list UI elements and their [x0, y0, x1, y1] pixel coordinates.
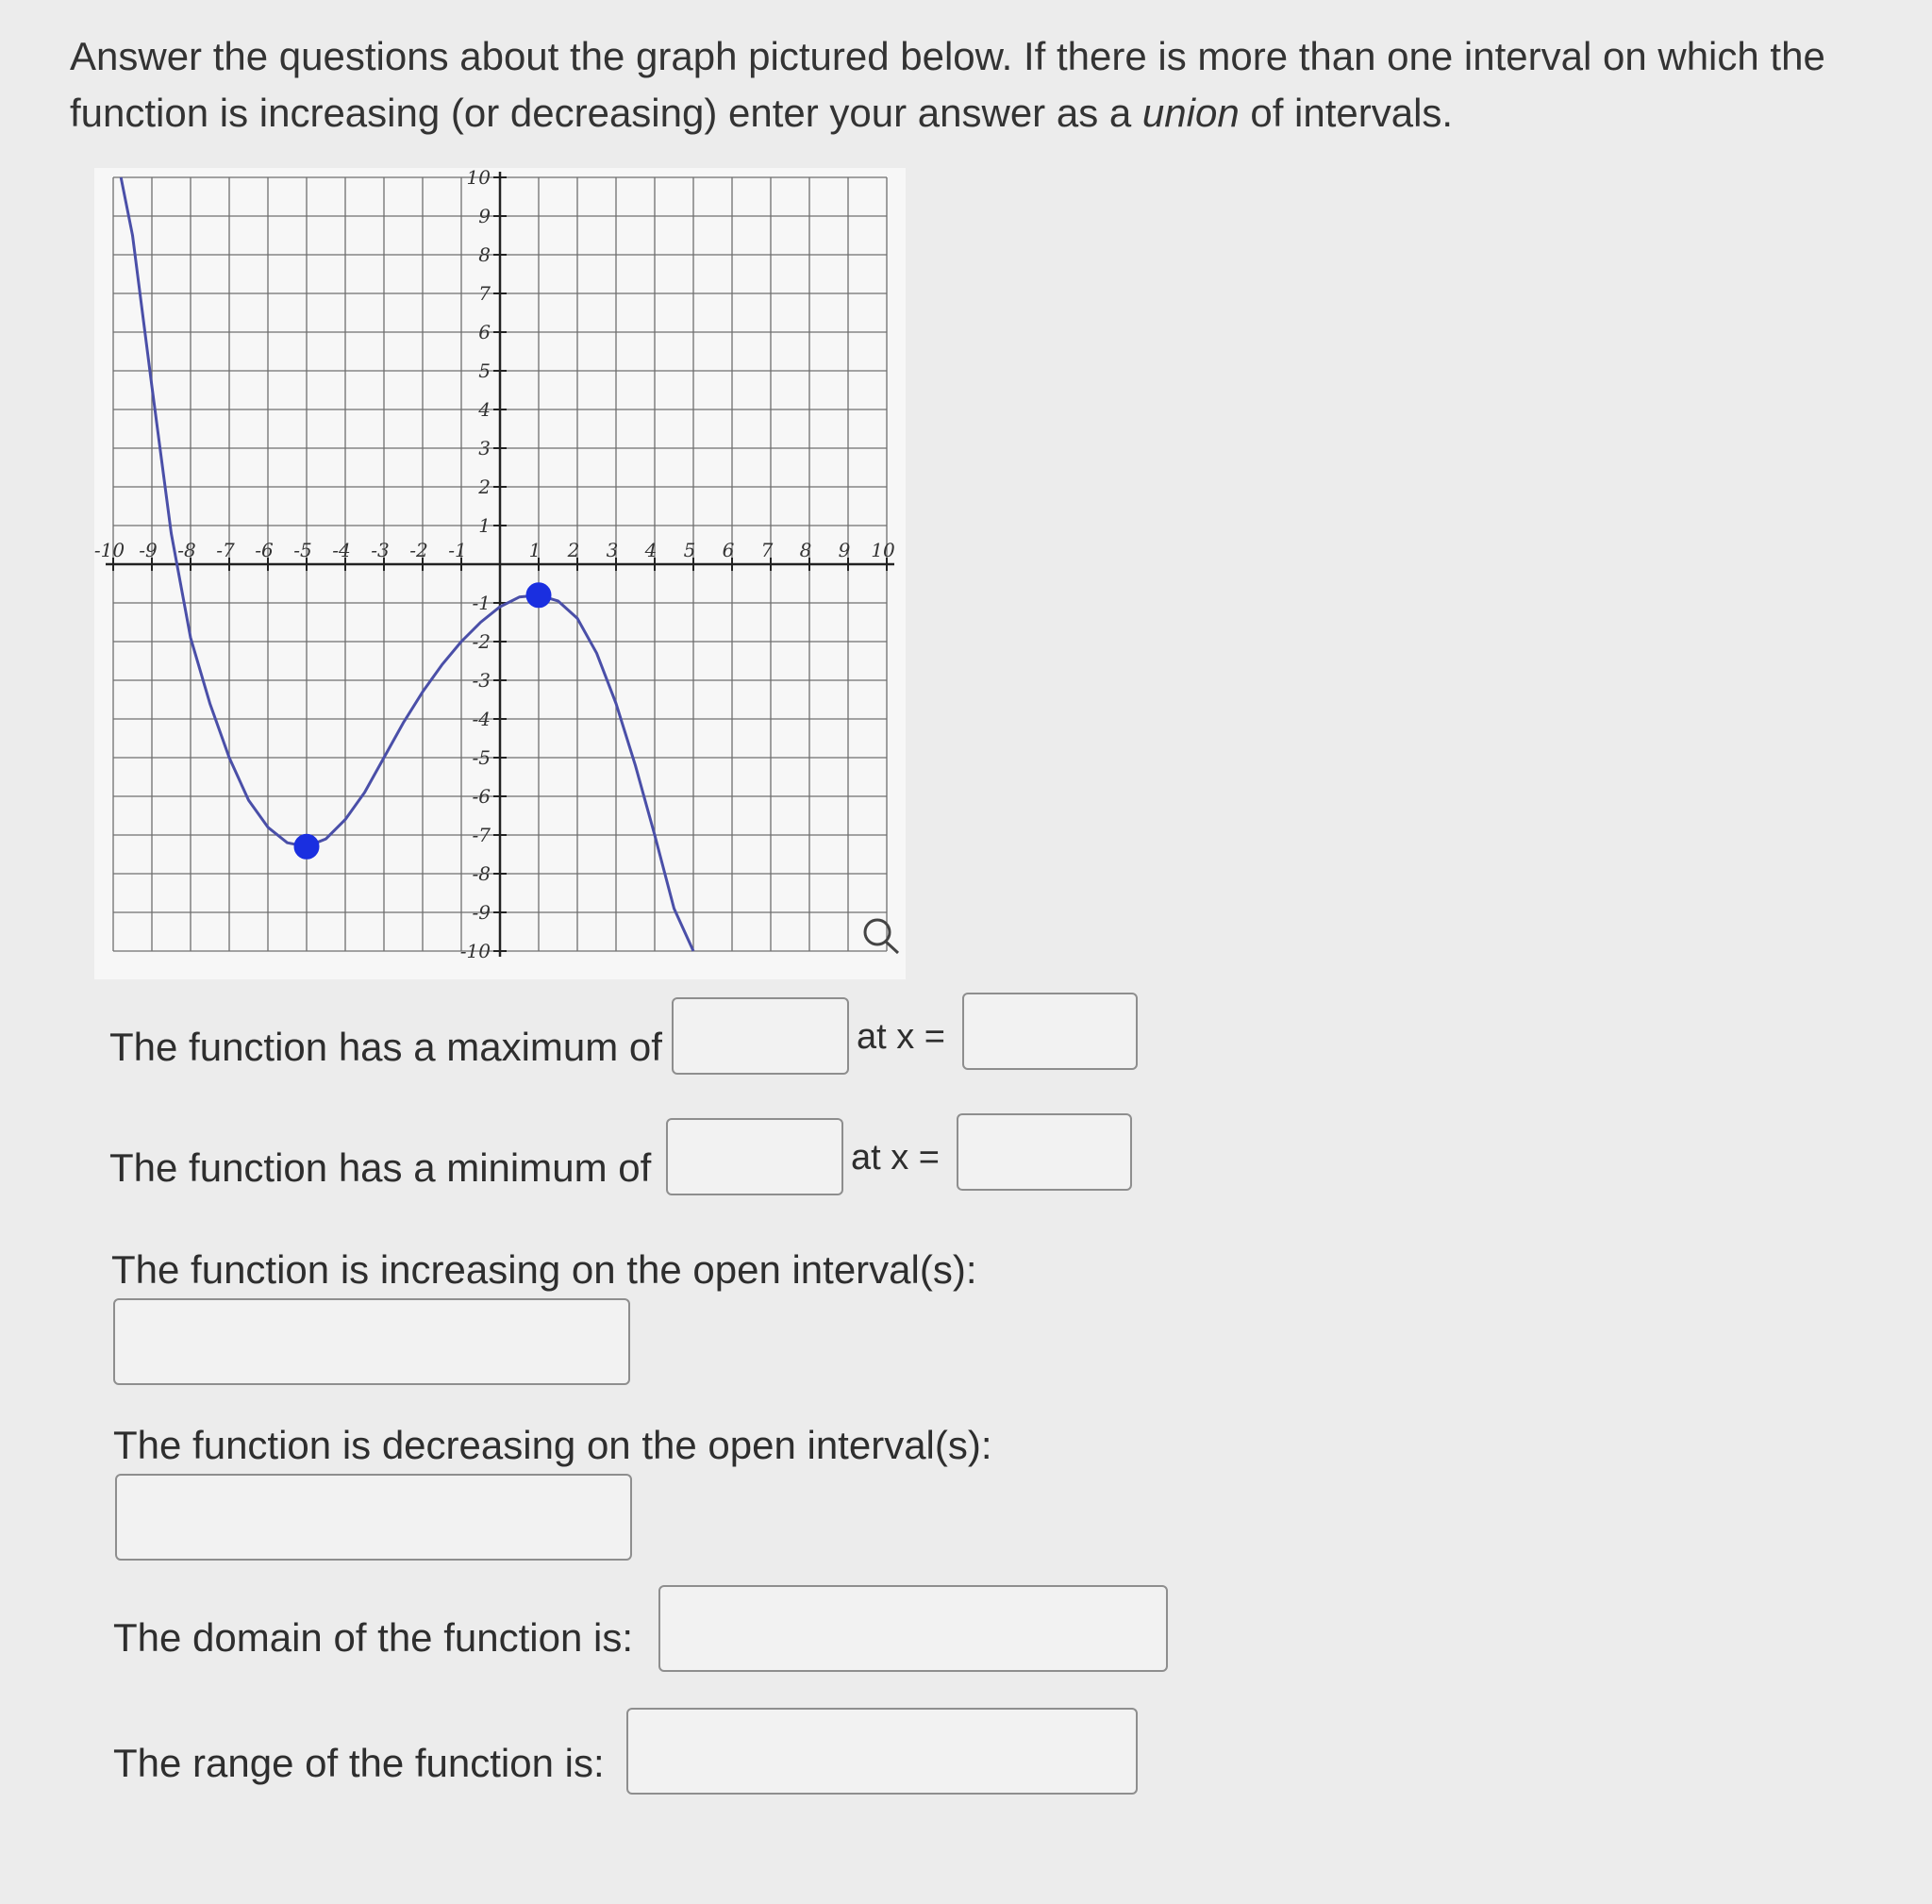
y-tick-label: -7 [472, 824, 491, 846]
y-tick-label: 8 [478, 243, 491, 266]
y-tick-label: 6 [478, 321, 491, 343]
y-tick-label: 10 [466, 168, 491, 189]
y-tick-label: -5 [472, 746, 491, 769]
x-tick-label: -2 [409, 539, 428, 561]
minimum-value-input[interactable] [666, 1118, 843, 1195]
x-tick-label: -7 [216, 539, 235, 561]
x-tick-label: 3 [606, 539, 619, 561]
y-tick-label: 1 [478, 514, 491, 537]
y-tick-label: -9 [472, 901, 491, 924]
domain-label: The domain of the function is: [113, 1615, 633, 1660]
y-tick-label: 4 [478, 398, 491, 421]
x-tick-label: 8 [799, 539, 812, 561]
y-tick-label: -4 [472, 708, 491, 730]
maximum-label: The function has a maximum of [109, 1025, 662, 1069]
x-tick-label: 6 [722, 539, 735, 561]
x-tick-label: -8 [177, 539, 196, 561]
y-tick-label: 3 [478, 437, 491, 459]
x-tick-label: -1 [448, 539, 467, 561]
x-tick-label: 10 [871, 539, 895, 561]
instructions [70, 28, 1862, 142]
x-tick-label: 7 [760, 539, 774, 561]
x-tick-label: 1 [528, 539, 541, 561]
domain-input[interactable] [658, 1585, 1168, 1672]
x-tick-label: 2 [567, 539, 580, 561]
y-tick-label: -1 [472, 592, 491, 614]
y-tick-label: -8 [472, 862, 491, 885]
minimum-at-x-label: at x = [851, 1138, 940, 1177]
x-tick-label: -9 [139, 539, 158, 561]
x-tick-label: -6 [255, 539, 274, 561]
increasing-label: The function is increasing on the open interval(s): [111, 1247, 977, 1292]
instructions-part2: of intervals. [1239, 91, 1454, 135]
range-input[interactable] [626, 1708, 1138, 1795]
instructions-part1: Answer the questions about the graph pictured below. If there is more than one interval on which the function is increasing (or decreasing) enter your answer as a [70, 34, 1825, 135]
range-label: The range of the function is: [113, 1741, 605, 1785]
x-tick-label: -10 [94, 539, 125, 561]
y-tick-label: -10 [459, 940, 491, 962]
minimum-label: The function has a minimum of [109, 1145, 652, 1190]
y-tick-label: 7 [478, 282, 491, 305]
instructions-emphasis: union [1141, 91, 1240, 135]
x-tick-label: 4 [644, 539, 658, 561]
minimum-x-input[interactable] [957, 1113, 1132, 1191]
maximum-value-input[interactable] [672, 997, 849, 1075]
y-tick-label: 5 [478, 359, 491, 382]
x-tick-label: -4 [332, 539, 351, 561]
function-graph [94, 168, 906, 979]
y-tick-label: 2 [478, 476, 491, 498]
decreasing-label: The function is decreasing on the open interval(s): [113, 1423, 992, 1467]
y-tick-label: -6 [472, 785, 491, 808]
decreasing-interval-input[interactable] [115, 1474, 632, 1561]
highlighted-point [526, 583, 551, 608]
highlighted-point [294, 834, 319, 859]
y-tick-label: -2 [472, 630, 491, 653]
y-tick-label: -3 [472, 669, 491, 692]
x-tick-label: 5 [683, 539, 696, 561]
x-tick-label: -3 [371, 539, 390, 561]
x-tick-label: 9 [838, 539, 851, 561]
y-tick-label: 9 [478, 205, 491, 227]
magnifier-icon[interactable] [857, 913, 908, 957]
increasing-interval-input[interactable] [113, 1298, 630, 1385]
maximum-at-x-label: at x = [857, 1017, 945, 1057]
maximum-x-input[interactable] [962, 993, 1138, 1070]
x-tick-label: -5 [293, 539, 312, 561]
